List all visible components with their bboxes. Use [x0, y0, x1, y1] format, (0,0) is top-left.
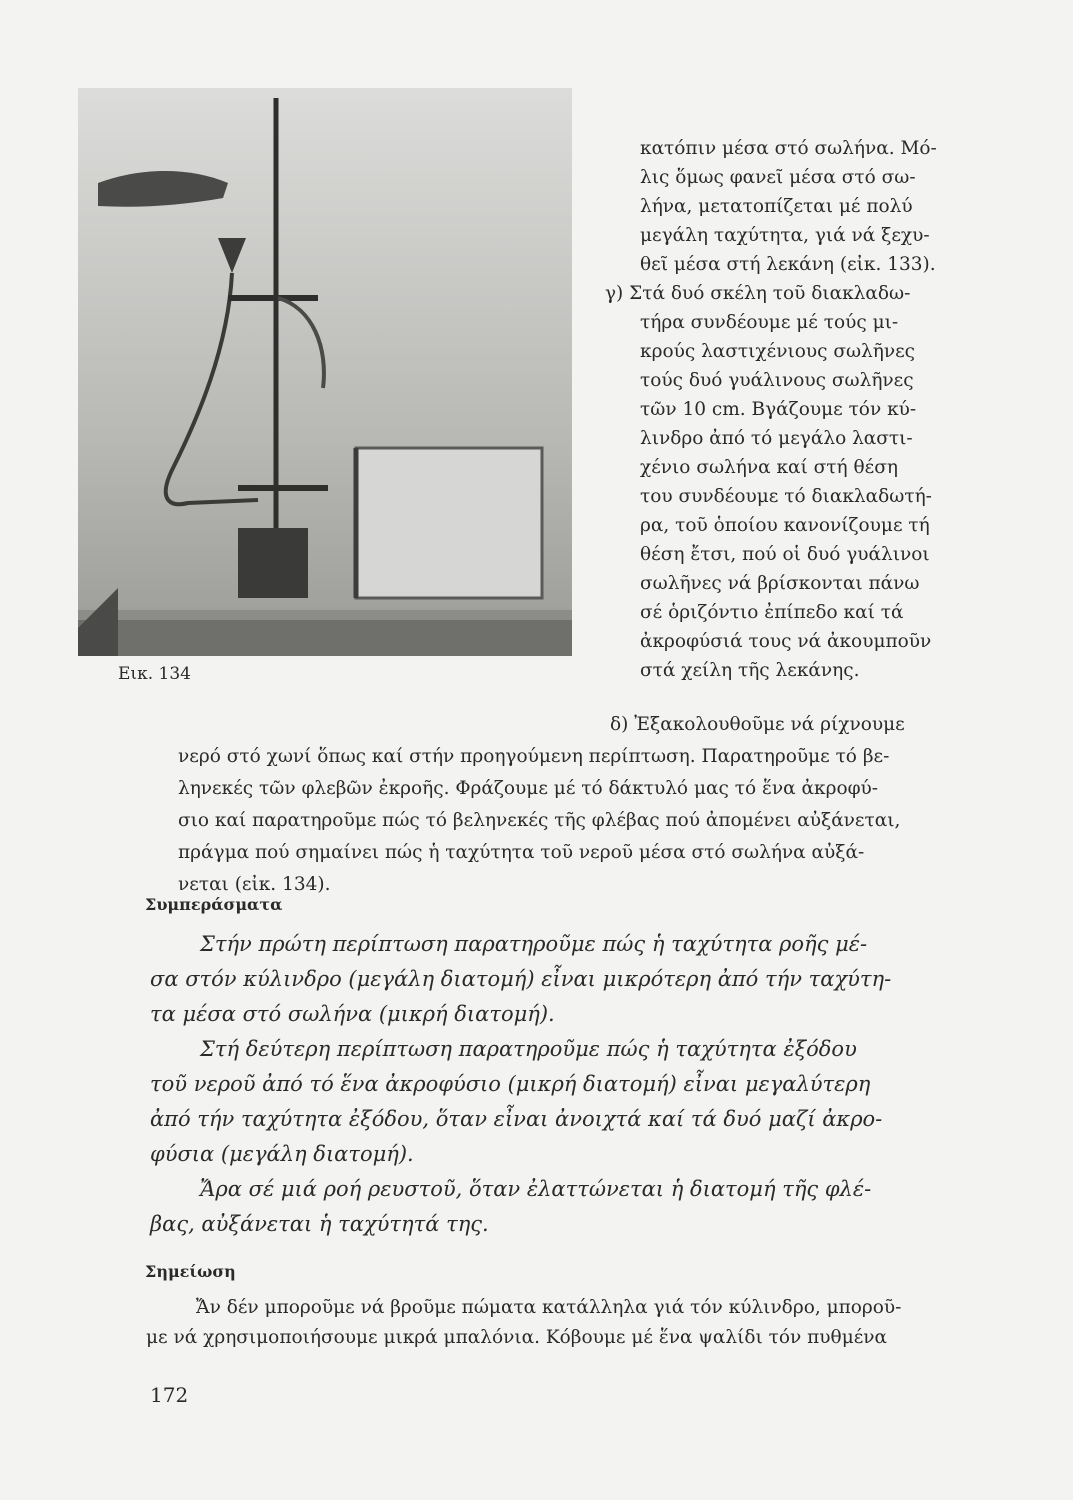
column-line: σωλῆνες νά βρίσκονται πάνω — [640, 573, 920, 594]
conclusion-line: ἀπό τήν ταχύτητα ἐξόδου, ὅταν εἶναι ἀνοιχτά καί τά δυό μαζί ἀκρο- — [150, 1107, 883, 1131]
column-line: κρούς λαστιχένιους σωλῆνες — [640, 341, 916, 362]
body-line: πράγμα πού σημαίνει πώς ἡ ταχύτητα τοῦ νεροῦ μέσα στό σωλήνα αὐξά- — [178, 842, 865, 863]
column-line: ἀκροφύσιά τους νά ἀκουμποῦν — [640, 631, 932, 652]
column-line: δ) Ἐξακολουθοῦμε νά ρίχνουμε — [610, 714, 905, 735]
column-line: μεγάλη ταχύτητα, γιά νά ξεχυ- — [640, 225, 930, 246]
conclusion-line: Ἄρα σέ μιά ροή ρευστοῦ, ὅταν ἐλαττώνεται ἡ διατομή τῆς φλέ- — [200, 1177, 872, 1201]
column-line: σέ ὁριζόντιο ἐπίπεδο καί τά — [640, 602, 904, 623]
column-line: τῶν 10 cm. Βγάζουμε τόν κύ- — [640, 399, 917, 420]
column-line: γ) Στά δυό σκέλη τοῦ διακλαδω- — [605, 283, 911, 304]
body-line: ληνεκές τῶν φλεβῶν ἐκροῆς. Φράζουμε μέ τό δάκτυλό μας τό ἕνα ἀκροφύ- — [178, 778, 879, 799]
figure-caption: Εικ. 134 — [118, 664, 191, 684]
note-line: με νά χρησιμοποιήσουμε μικρά μπαλόνια. Κόβουμε μέ ἕνα ψαλίδι τόν πυθμένα — [146, 1327, 888, 1348]
conclusion-line: Στή δεύτερη περίπτωση παρατηροῦμε πώς ἡ ταχύτητα ἐξόδου — [200, 1037, 857, 1061]
column-line: κατόπιν μέσα στό σωλήνα. Μό- — [640, 138, 937, 159]
figure-photo — [78, 88, 572, 656]
conclusions-heading: Συμπεράσματα — [145, 895, 283, 914]
conclusion-line: τα μέσα στό σωλήνα (μικρή διατομή). — [150, 1002, 555, 1026]
column-line: τήρα συνδέουμε μέ τούς μι- — [640, 312, 899, 333]
column-line: λινδρο ἀπό τό μεγάλο λαστι- — [640, 428, 913, 449]
conclusion-line: βας, αὐξάνεται ἡ ταχύτητά της. — [150, 1212, 489, 1236]
conclusion-line: Στήν πρώτη περίπτωση παρατηροῦμε πώς ἡ ταχύτητα ροῆς μέ- — [200, 932, 868, 956]
body-line: σιο καί παρατηροῦμε πώς τό βεληνεκές τῆς φλέβας πού ἀπομένει αὐξάνεται, — [178, 810, 901, 831]
conclusion-line: φύσια (μεγάλη διατομή). — [150, 1142, 414, 1166]
conclusion-line: σα στόν κύλινδρο (μεγάλη διατομή) εἶναι μικρότερη ἀπό τήν ταχύτη- — [150, 967, 892, 991]
column-line: ρα, τοῦ ὁποίου κανονίζουμε τή — [640, 515, 930, 536]
column-line: λήνα, μετατοπίζεται μέ πολύ — [640, 196, 913, 217]
lab-apparatus-photo — [78, 88, 572, 656]
note-line: Ἄν δέν μποροῦμε νά βροῦμε πώματα κατάλληλα γιά τόν κύλινδρο, μποροῦ- — [196, 1297, 902, 1318]
column-line: του συνδέουμε τό διακλαδωτή- — [640, 486, 932, 507]
body-line: νερό στό χωνί ὅπως καί στήν προηγούμενη περίπτωση. Παρατηροῦμε τό βε- — [178, 746, 890, 767]
column-line: λις ὅμως φανεῖ μέσα στό σω- — [640, 167, 916, 188]
page-number: 172 — [150, 1383, 189, 1407]
column-line: θεῖ μέσα στή λεκάνη (εἰκ. 133). — [640, 254, 936, 275]
body-line: νεται (εἰκ. 134). — [178, 874, 331, 895]
column-line: στά χείλη τῆς λεκάνης. — [640, 660, 860, 681]
column-line: τούς δυό γυάλινους σωλῆνες — [640, 370, 914, 391]
column-line: χένιο σωλήνα καί στή θέση — [640, 457, 898, 478]
column-line: θέση ἔτσι, πού οἱ δυό γυάλινοι — [640, 544, 930, 565]
conclusion-line: τοῦ νεροῦ ἀπό τό ἕνα ἀκροφύσιο (μικρή διατομή) εἶναι μεγαλύτερη — [150, 1072, 871, 1096]
note-heading: Σημείωση — [145, 1262, 236, 1281]
